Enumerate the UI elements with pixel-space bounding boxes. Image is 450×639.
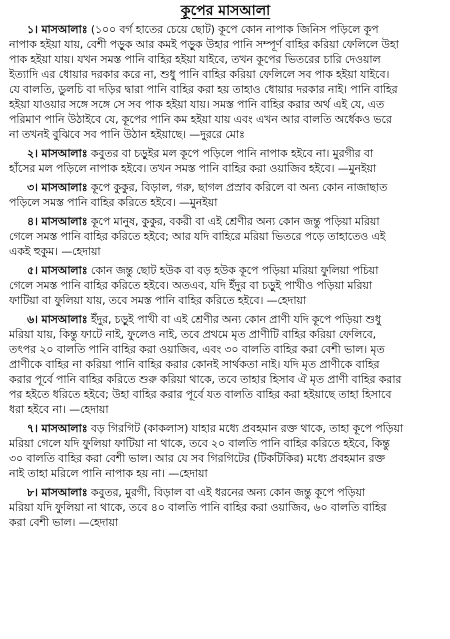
masala-paragraph — [9, 421, 442, 481]
masala-first-line — [9, 312, 442, 327]
masala-line: নাই তাহা মরিলে পানি নাপাক হয় না। —হেদায়া — [9, 467, 208, 480]
masala-text: কবুতর, মুরগী, বিড়াল বা এই ধরনের অন্য কোন জন্তু কূপে পড়িয়া — [90, 486, 365, 499]
masala-first-line — [9, 421, 442, 436]
masala-heading: ৮। মাসআলাঃ — [27, 486, 88, 499]
masala-paragraph — [9, 214, 442, 259]
masala-text: বড় গিরগিট (কাকলাস) যাহার মধ্যে প্রবহমান রক্ত থাকে, তাহা কূপে পড়িয়া — [90, 422, 403, 435]
masala-line: ধরা হইবে না। —হেদায়া — [9, 403, 109, 416]
masala-heading: ৬। মাসআলাঃ — [27, 313, 88, 326]
masala-first-line — [9, 180, 442, 195]
masala-first-line — [9, 485, 442, 500]
masala-paragraph — [9, 263, 442, 308]
masala-line: ইত্যাদি এর ধোয়ার দরকার করে না, শুধু পানি বাহির করিয়া ফেলিলে সব পাক হইয়া যাইবে। — [9, 68, 390, 81]
masala-text: কোন জন্তু ছোট হউক বা বড় হউক কূপে পড়িয়া মরিয়া ফুলিয়া পচিয়া — [90, 264, 379, 277]
masala-line: পরিমাণ পানি উঠাইবে যে, কূপের পানি কম হইয়া যায় এবং এখন আর বালতি অর্ধেকও ভরে — [9, 113, 392, 126]
masala-text: কূপে কুকুর, বিড়াল, গরু, ছাগল প্রস্রাব করিলে বা অন্য কোন নাজাছাত — [90, 181, 388, 194]
masala-line: মরিয়া যদি ফুলিয়া না থাকে, তবে ৪০ বালতি পানি বাহির করা ওয়াজিব, ৬০ বালতি বাহির — [9, 501, 387, 514]
masala-paragraph — [9, 485, 442, 530]
masala-paragraph — [9, 22, 442, 142]
masala-text: কবুতর বা চড়ুইর মল কূপে পড়িলে পানি নাপাক হইবে না। মুরগীর বা — [90, 147, 374, 160]
masala-line: ৩০ বালতি বাহির করা বেশী ভাল। আর যে সব গিরগিটের (টিকটিকির) মধ্যে প্রবহমান রক্ত — [9, 452, 385, 465]
masala-line: হাঁসের মল পড়িলে নাপাক হইবে। তখন সমস্ত পানি বাহির করা ওয়াজিব হইবে। —মুনইয়া — [9, 162, 377, 175]
masala-first-line — [9, 146, 442, 161]
masala-first-line — [9, 22, 442, 37]
masala-line: মরিয়া যায়, কিন্তু ফাটে নাই, ফুলেও নাই, তবে প্রথমে মৃত প্রাণীটি বাহির করিয়া ফেলিবে, — [9, 328, 376, 341]
masala-line: পড়িলে সমস্ত পানি বাহির করিতে হইবে। —মুনইয়া — [9, 196, 218, 209]
masala-heading: ৪। মাসআলাঃ — [27, 215, 88, 228]
masala-line: নাপাক হইয়া যায়, বেশী পড়ুক আর কমই পড়ুক উহার পানি সম্পূর্ণ বাহির করিয়া ফেলিলে উহা — [9, 38, 399, 51]
masala-paragraph — [9, 180, 442, 210]
masala-line: হইয়া যাওয়ার সঙ্গে সঙ্গে সে সব পাক হইয়া যায়। সমস্ত পানি বাহির করার অর্থ এই যে, এত — [9, 98, 385, 111]
masala-heading: ২। মাসআলাঃ — [27, 147, 88, 160]
masala-line: ফাটিয়া বা ফুলিয়া যায়, তবে সমস্ত পানি বাহির করিতে হইবে। —হেদায়া — [9, 294, 306, 307]
masala-first-line — [9, 214, 442, 229]
masala-paragraph — [9, 146, 442, 176]
masala-heading: ১। মাসআলাঃ — [27, 23, 88, 36]
masala-line: একই হুকুম। —হেদায়া — [9, 245, 101, 258]
masala-line: গেলে সমস্ত পানি বাহির করিতে হইবে। অতএব, যদি ইঁদুর বা চড়ুই পাখীও পড়িয়া মরিয়া — [9, 279, 372, 292]
masala-text: কূপে মানুষ, কুকুর, বকরী বা এই শ্রেণীর অন্য কোন জন্তু পড়িয়া মরিয়া — [90, 215, 380, 228]
document-body — [9, 22, 442, 530]
masala-first-line — [9, 263, 442, 278]
masala-line: যে বালতি, ডুলচি বা দড়ির দ্বারা পানি বাহির করা হয় তাহাও ধোয়ার দরকার নাই। পানি বাহির — [9, 83, 398, 96]
masala-heading: ৩। মাসআলাঃ — [27, 181, 88, 194]
masala-line: করার পূর্বে পানি বাহির করিতে শুরু করিয়া থাকে, তবে তাহার হিসাব ঐ মৃত প্রাণী বাহির করার — [9, 373, 402, 386]
masala-line: না তখনই বুঝিবে সব পানি উঠান হইয়াছে। —দুররে মোঃ — [9, 128, 245, 141]
masala-heading: ৫। মাসআলাঃ — [27, 264, 88, 277]
masala-line: তৎপর ২০ বালতি পানি বাহির করা ওয়াজিব, এবং ৩০ বালতি বাহির করা বেশী ভাল। মৃত — [9, 343, 385, 356]
masala-paragraph — [9, 312, 442, 417]
masala-line: গেলে সমস্ত পানি বাহির করিতে হইবে; আর যদি বাহিরে মরিয়া ভিতরে পড়ে তাহাতেও এই — [9, 230, 386, 243]
masala-line: প্রাণীকে বাহির না করিয়া পানি বাহির করার কোনই সার্থকতা নাই। যদি মৃত প্রাণীকে বাহির — [9, 358, 380, 371]
masala-line: পর হইতে ধরিতে হইবে; উহা বাহির করার পূর্বে যত বালতি বাহির করা হইয়াছে তাহা হিসাবে — [9, 388, 392, 401]
page-title: কূপের মাসআলা — [180, 3, 271, 19]
masala-heading: ৭। মাসআলাঃ — [27, 422, 88, 435]
masala-line: মরিয়া গেলে যদি ফুলিয়া ফাটিয়া না থাকে, তবে ২০ বালতি পানি বাহির করিতে হইবে, কিন্তু — [9, 437, 390, 450]
masala-text: (১০০ বর্গ হাতের চেয়ে ছোট) কূপে কোন নাপাক জিনিস পড়িলে কূপ — [90, 23, 379, 36]
masala-text: ইঁদুর, চড়ুই পাখী বা এই শ্রেণীর অন্য কোন প্রাণী যদি কূপে পড়িয়া শুধু — [90, 313, 381, 326]
masala-line: করা বেশী ভাল। —হেদায়া — [9, 516, 118, 529]
masala-line: পাক হইয়া যায়। যখন সমস্ত পানি বাহির হইয়া যাইবে, তখন কূপের ভিতরের চারি দেওয়াল — [9, 53, 381, 66]
